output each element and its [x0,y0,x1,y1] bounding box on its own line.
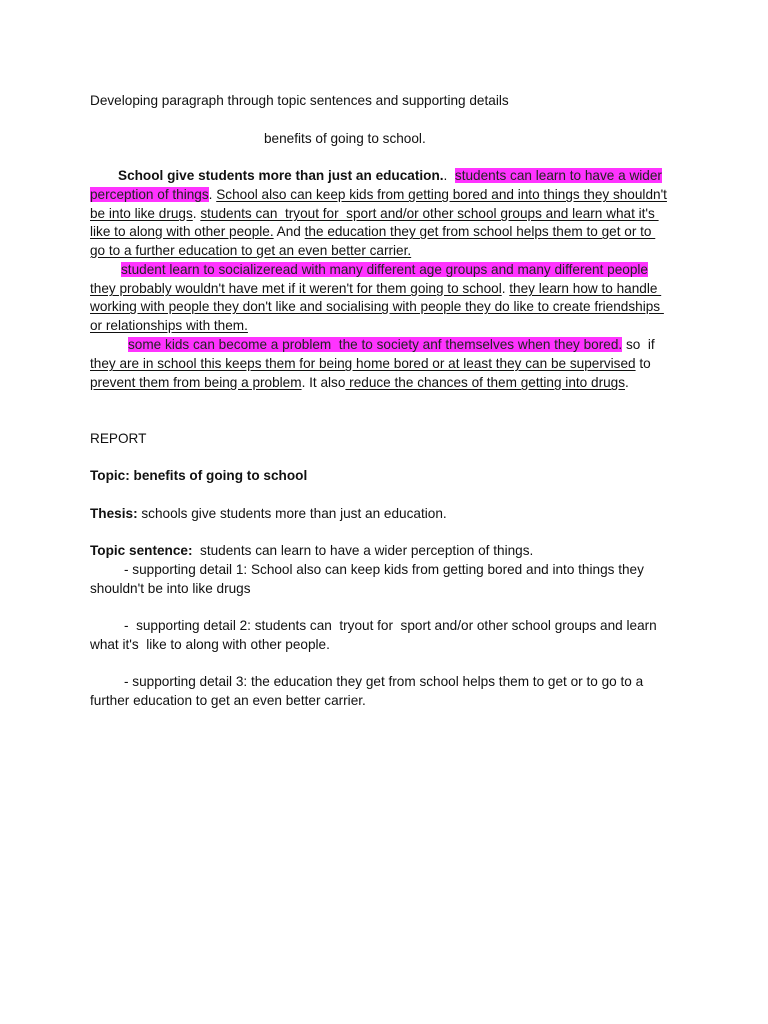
underlined-text: reduce the chances of them getting into drugs [345,375,626,390]
paragraph-line [128,335,655,354]
paragraph-line [118,166,662,185]
topic-sentence-text: students can learn to have a wider perception of things. [192,543,534,558]
paragraph-line [121,260,648,279]
bold-text: School give students more than just an education. [118,168,444,183]
underlined-text: or relationships with them. [90,318,248,333]
highlighted-text: student learn to socializeread with many different age groups and many different people [121,262,648,277]
underlined-text: prevent them from being a problem [90,375,302,390]
text-run: so if [622,337,655,352]
paragraph-line [90,373,629,392]
thesis-text: schools give students more than just an education. [137,506,447,521]
paragraph-line [90,185,667,204]
supporting-detail-2: - supporting detail 2: students can tryout for sport and/or other school groups and learn [124,618,657,633]
report-topic: Topic: benefits of going to school [90,468,308,483]
report-thesis [90,504,447,523]
text-run: . It also [301,375,346,390]
paragraph-line [90,316,248,335]
report-topic-sentence [90,541,533,560]
text-run: to [635,356,651,371]
highlighted-text: perception of things [90,187,209,202]
underlined-text: they learn how to handle [509,281,662,296]
paragraph-line [90,204,659,223]
underlined-text: like to along with other people. [90,224,274,239]
underlined-text: School also can keep kids from getting bored and into things they shouldn't [216,187,667,202]
underlined-text: they are in school this keeps them for being home bored or at least they can be supervised [90,356,636,371]
document-title: Developing paragraph through topic sentences and supporting details [90,93,509,108]
underlined-text: be into like drugs [90,206,193,221]
underlined-text: working with people they don't like and socialising with people they do like to create friendships [90,299,664,314]
report-heading: REPORT [90,431,147,446]
text-run: . [192,206,201,221]
underlined-text: the education they get from school helps them to get or to [304,224,656,239]
supporting-detail-1-cont: shouldn't be into like drugs [90,581,251,596]
supporting-detail-3-cont: further education to get an even better carrier. [90,693,366,708]
topic-sentence-label: Topic sentence: [90,543,193,558]
supporting-detail-1: - supporting detail 1: School also can keep kids from getting bored and into things they [124,562,644,577]
underlined-text: students can tryout for sport and/or other school groups and learn what it's [200,206,659,221]
underlined-text: go to a further education to get an even better carrier. [90,243,412,258]
supporting-detail-2-cont: what it's like to along with other people. [90,637,330,652]
paragraph-line [90,279,661,298]
thesis-label: Thesis: [90,506,138,521]
text-run: . [501,281,510,296]
text-run: . [625,375,629,390]
underlined-text: they probably wouldn't have met if it weren't for them going to school [90,281,502,296]
paragraph-line [90,354,651,373]
supporting-detail-3: - supporting detail 3: the education they get from school helps them to get or to go to a [124,674,644,689]
highlighted-text: some kids can become a problem the to society anf themselves when they bored. [128,337,623,352]
document-subtitle: benefits of going to school. [264,131,426,146]
paragraph-line [90,222,655,241]
text-run: . [443,168,455,183]
text-run: And [273,224,305,239]
highlighted-text: students can learn to have a wider [454,168,662,183]
paragraph-line [90,241,411,260]
text-run: . [208,187,217,202]
paragraph-line [90,297,664,316]
